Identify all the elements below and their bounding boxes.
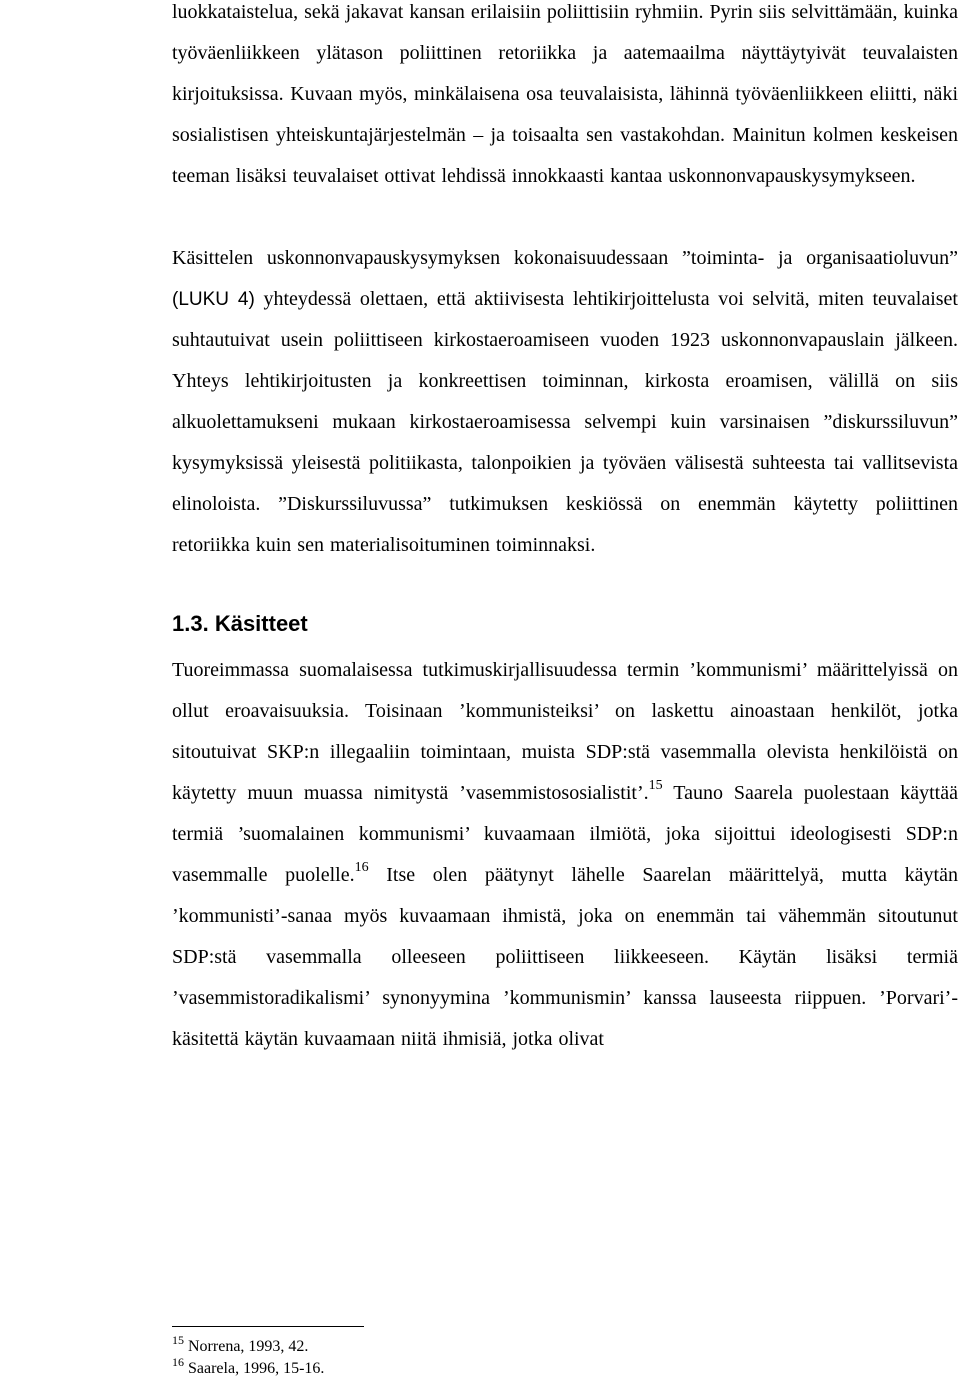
section-number: 1.3. bbox=[172, 611, 209, 636]
section-heading bbox=[172, 610, 958, 638]
paragraph-text: Tuoreimmassa suomalaisessa tutkimuskirjallisuudessa termin ’kommunismi’ määrittelyissä on ollut eroavaisuuksia. Toisinaan ’kommunisteiksi’ on laskettu ainoastaan henkilöt, jotka sitoutuivat SKP:n illegaaliin toimintaan, muista SDP:stä vasemmalla olevista henkilöistä on käytetty muun muassa nimitystä ’vasemmistososialistit’. bbox=[172, 659, 958, 804]
footnote-mark: 15 bbox=[172, 1332, 184, 1347]
paragraph-intro: luokkataistelua, sekä jakavat kansan erilaisiin poliittisiin ryhmiin. Pyrin siis selvittämään, kuinka työväenliikkeen ylätason poliittinen retoriikka ja aatemaailma näyttäytyivät teuvalaisten kirjoituksissa. Kuvaan myös, minkälaisena osa teuvalaisista, lähinnä työväenliikkeen eliitti, näki sosialistisen yhteiskuntajärjestelmän – ja toisaalta sen vastakohdan. Mainitun kolmen keskeisen teeman lisäksi teuvalaiset ottivat lehdissä innokkaasti kantaa uskonnonvapauskysymykseen. bbox=[172, 1, 958, 187]
footnote-text: Norrena, 1993, 42. bbox=[188, 1338, 309, 1355]
paragraph-text: yhteydessä olettaen, että aktiivisesta lehtikirjoittelusta voi selvitä, miten teuvalaiset suhtautuivat usein poliittiseen kirkostaeroamiseen vuoden 1923 uskonnonvapauslain jälkeen. Yhteys lehtikirjoitusten ja konkreettisen toiminnan, kirkosta eroamisen, välillä on siis alkuolettamukseni mukaan kirkostaeroamisessa selvempi kuin varsinaisen ”diskurssiluvun” kysymyksissä yleisestä politiikasta, talonpoikien ja työväen välisestä suhteesta tai vallitsevista elinoloista. ”Diskurssiluvussa” tutkimuksen keskiössä on enemmän käytetty poliittinen retoriikka kuin sen materialisoituminen toiminnaksi. bbox=[172, 288, 958, 556]
footnote-text: Saarela, 1996, 15-16. bbox=[188, 1360, 325, 1377]
document-page bbox=[172, 0, 958, 1060]
paragraph-text: Tauno Saarela puolestaan käyttää termiä ’suomalainen kommunismi’ kuvaamaan ilmiötä, joka sijoittui ideologisesti SDP:n vasemmalle puolelle. bbox=[172, 782, 958, 886]
footnotes bbox=[172, 1332, 325, 1380]
paragraph-concepts bbox=[172, 650, 958, 1060]
paragraph-text: Käsittelen uskonnonvapauskysymyksen kokonaisuudessaan ”toiminta- ja organisaatioluvun” bbox=[172, 247, 958, 269]
footnote-marker-15[interactable]: 15 bbox=[648, 778, 663, 794]
footnote-divider bbox=[172, 1326, 364, 1327]
paragraph-text: Itse olen päätynyt lähelle Saarelan määrittelyä, mutta käytän ’kommunisti’-sanaa myös kuvaamaan ihmistä, joka on enemmän tai vähemmän sitoutunut SDP:stä vasemmalla olleeseen poliittiseen liikkeeseen. Käytän lisäksi termiä ’vasemmistoradikalismi’ synonyymina ’kommunismin’ kanssa lauseesta riippuen. ’Porvari’-käsitettä käytän kuvaamaan niitä ihmisiä, jotka olivat bbox=[172, 864, 958, 1050]
paragraph-religion bbox=[172, 238, 958, 566]
chapter-reference: (LUKU 4) bbox=[172, 289, 255, 310]
footnote-16 bbox=[172, 1354, 325, 1380]
footnote-marker-16[interactable]: 16 bbox=[354, 860, 369, 876]
section-title: Käsitteet bbox=[214, 611, 308, 636]
footnote-15 bbox=[172, 1332, 324, 1358]
footnote-mark: 16 bbox=[172, 1354, 184, 1369]
